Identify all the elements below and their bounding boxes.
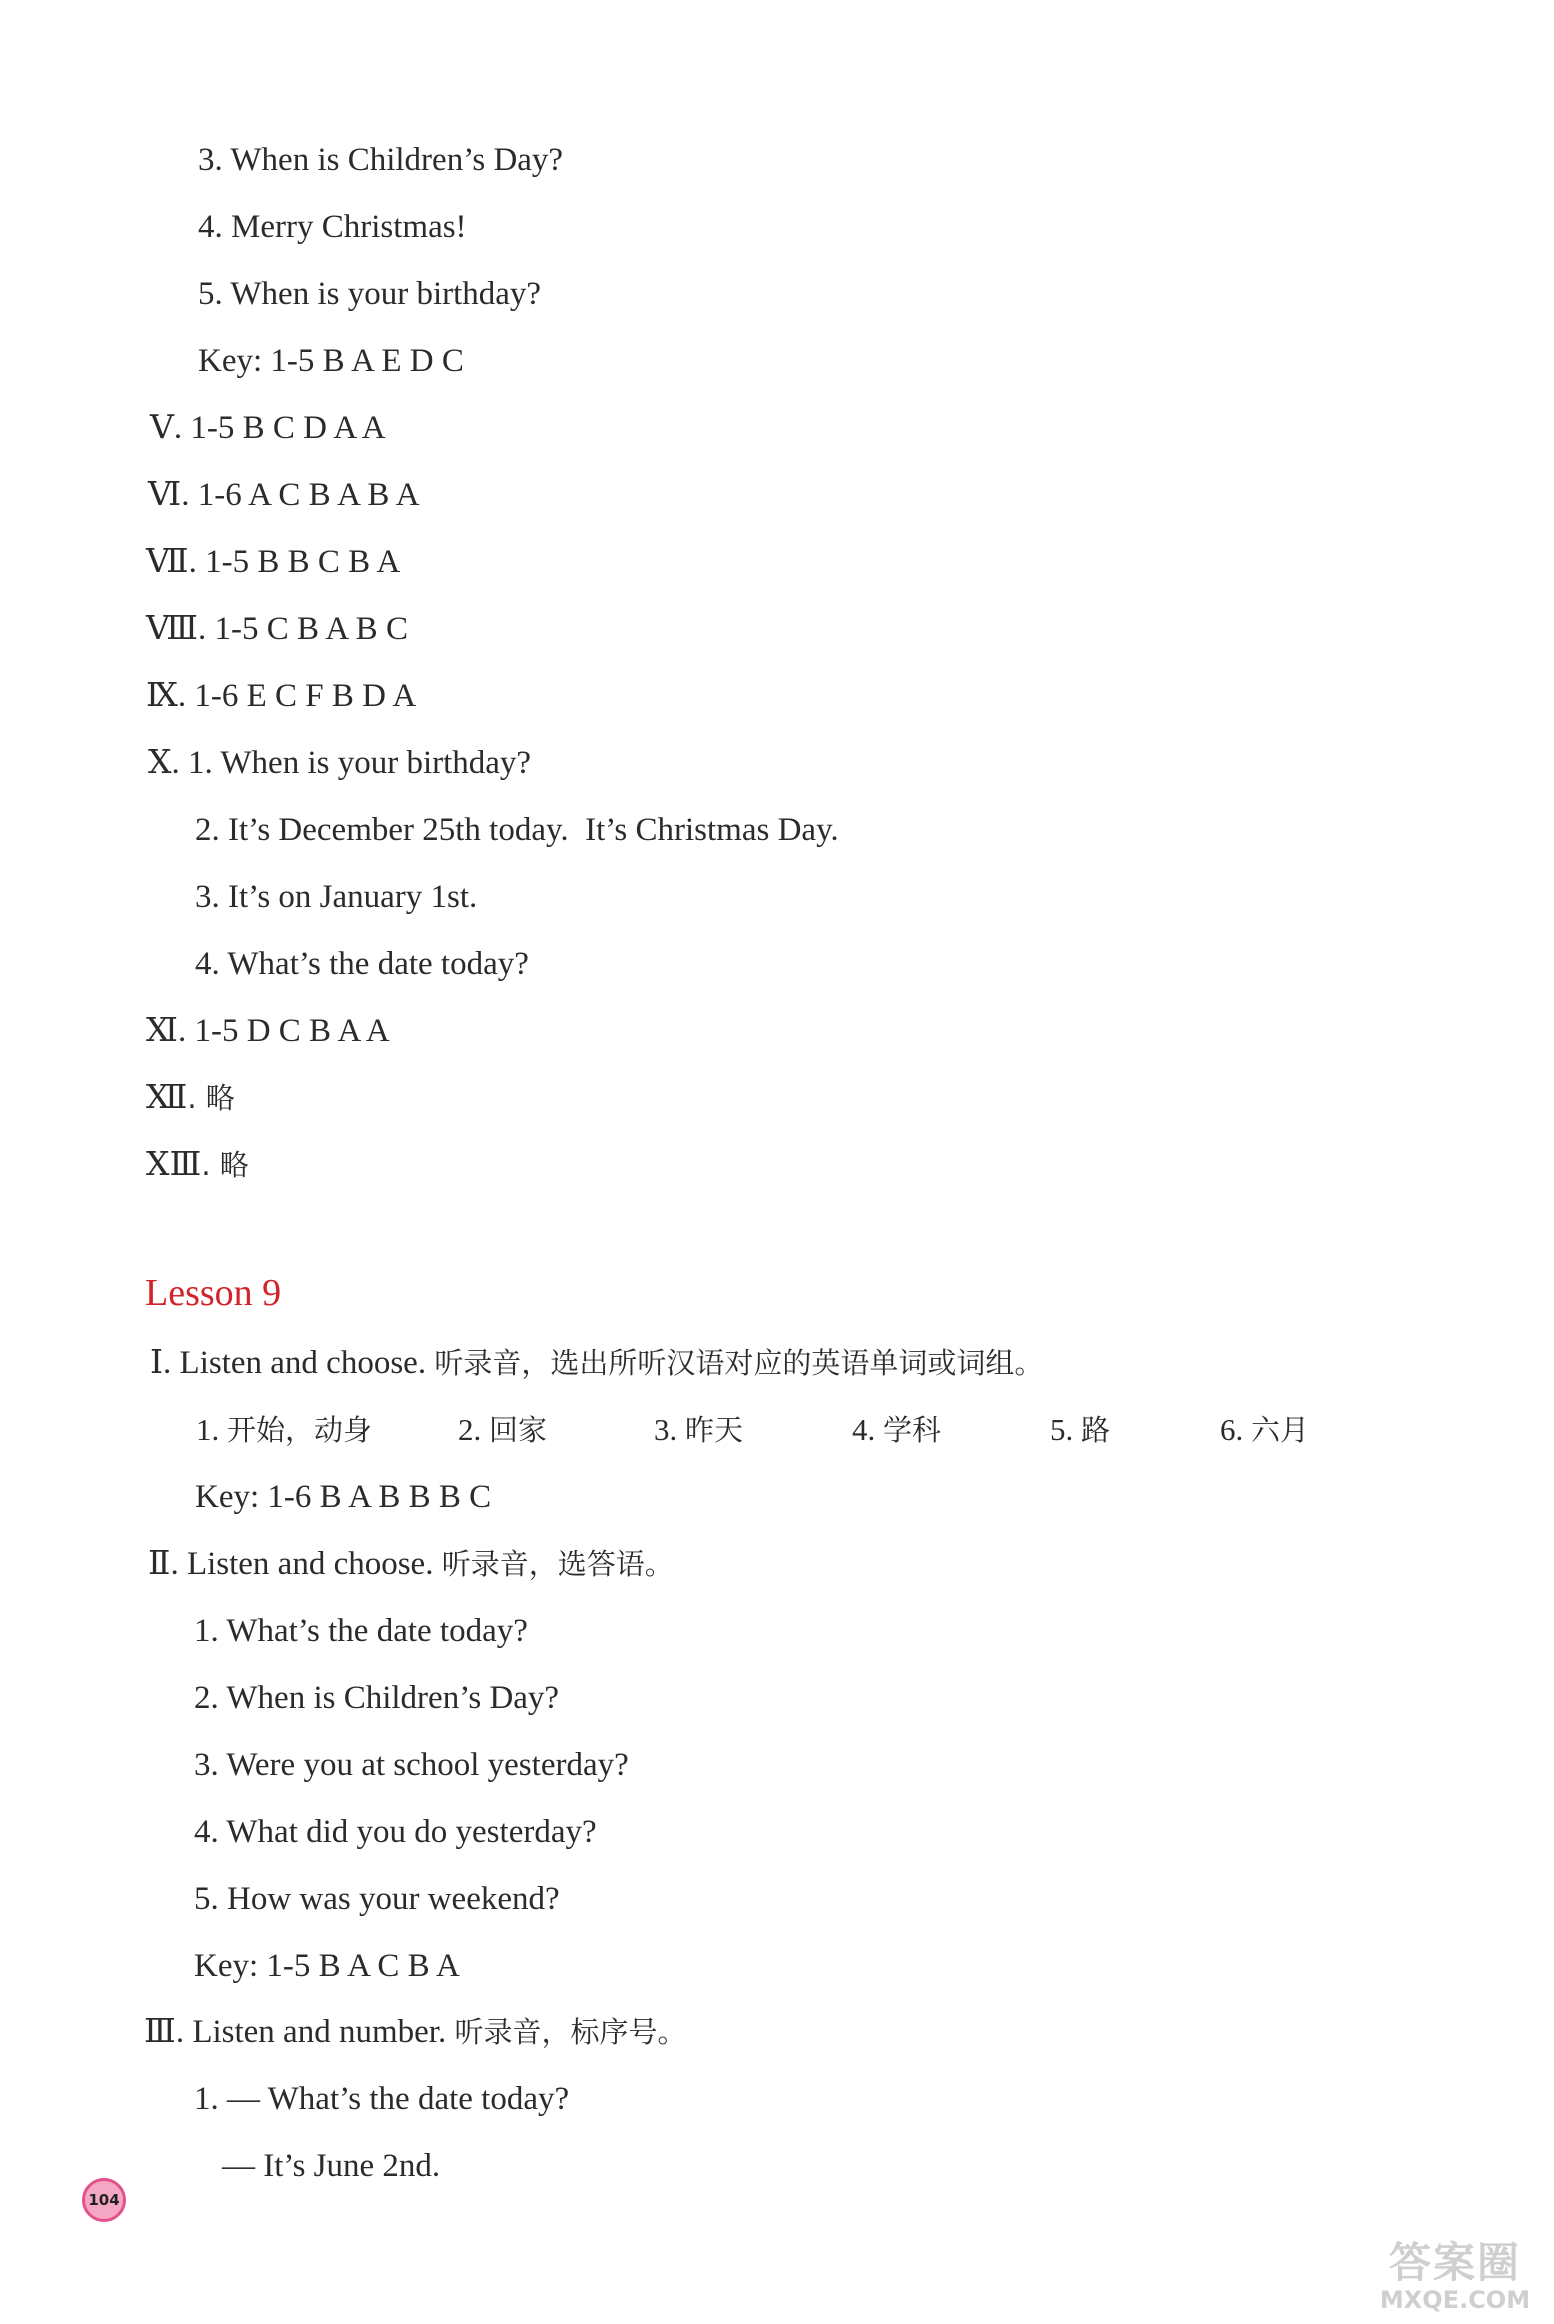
roman-numeral: Ⅻ	[146, 1080, 188, 1116]
answer-line-vi	[148, 475, 420, 515]
vocab-number: 4.	[852, 1412, 883, 1447]
section-text: . Listen and number.	[175, 2014, 455, 2050]
answer-text: . 1-5 C B A B C	[197, 611, 408, 647]
answer-text: . 1-5 B C D A A	[173, 410, 386, 446]
vocab-word: 六月	[1251, 1413, 1310, 1447]
question-line: 2. It’s December 25th today. It’s Christmas Day.	[195, 812, 839, 848]
answer-text: . 1-5 D C B A A	[177, 1013, 390, 1049]
vocab-word: 昨天	[685, 1413, 744, 1447]
roman-numeral: Ⅸ	[146, 678, 178, 714]
answer-line-vii	[146, 542, 400, 582]
answer-text: . 1-6 E C F B D A	[177, 678, 417, 714]
dialogue-line: — It’s June 2nd.	[222, 2148, 441, 2184]
section-heading-iii	[144, 2012, 686, 2052]
answer-line-x	[148, 743, 531, 783]
roman-numeral: Ⅱ	[148, 1546, 171, 1582]
watermark-logo: 答案圈	[1388, 2238, 1521, 2287]
answer-text: . 1. When is your birthday?	[171, 745, 532, 781]
question-line: 5. When is your birthday?	[198, 276, 542, 312]
lesson-title: Lesson 9	[145, 1272, 282, 1314]
page-number: 104	[88, 2191, 120, 2209]
vocab-number: 6.	[1220, 1412, 1251, 1447]
vocab-item	[196, 1410, 372, 1450]
section-text: . Listen and choose.	[163, 1345, 435, 1381]
question-line: 1. What’s the date today?	[194, 1613, 528, 1649]
vocab-item	[852, 1410, 941, 1450]
section-instruction-cn: 听录音，选出所听汉语对应的英语单词或词组。	[434, 1346, 1044, 1380]
answer-line-xi	[146, 1011, 390, 1051]
vocab-word: 路	[1081, 1413, 1111, 1447]
question-line: 3. It’s on January 1st.	[195, 879, 478, 915]
answer-key: Key: 1-5 B A E D C	[198, 343, 464, 379]
page-number-badge	[82, 2178, 126, 2222]
question-line: 4. What’s the date today?	[195, 946, 529, 982]
vocab-number: 1.	[196, 1412, 227, 1447]
vocab-word: 开始，动身	[227, 1413, 373, 1447]
vocab-item	[1050, 1410, 1110, 1450]
roman-numeral: ⅩⅢ	[146, 1147, 202, 1183]
question-line: 3. When is Children’s Day?	[198, 142, 564, 178]
vocab-number: 5.	[1050, 1412, 1081, 1447]
vocab-word: 学科	[883, 1413, 942, 1447]
watermark-url: MXQE.COM	[1379, 2286, 1531, 2314]
answer-line-ix	[146, 676, 416, 716]
vocab-item	[1220, 1410, 1309, 1450]
vocab-number: 2.	[458, 1412, 489, 1447]
section-instruction-cn: 听录音，标序号。	[454, 2015, 687, 2049]
section-text: . Listen and choose.	[170, 1546, 442, 1582]
roman-numeral: Ⅴ	[150, 410, 174, 446]
question-line: 4. What did you do yesterday?	[194, 1814, 597, 1850]
vocab-word: 回家	[489, 1413, 548, 1447]
answer-text: . 略	[201, 1148, 249, 1182]
roman-numeral: Ⅲ	[144, 2014, 176, 2050]
answer-text: . 1-5 B B C B A	[188, 544, 401, 580]
section-heading-ii	[148, 1544, 674, 1584]
watermark	[1370, 2240, 1540, 2320]
roman-numeral: Ⅷ	[146, 611, 198, 647]
answer-line-xii	[146, 1078, 235, 1118]
answer-line-viii	[146, 609, 408, 649]
section-heading-i	[150, 1343, 1043, 1383]
answer-text: . 1-6 A C B A B A	[181, 477, 420, 513]
vocab-number: 3.	[654, 1412, 685, 1447]
answer-key: Key: 1-5 B A C B A	[194, 1948, 460, 1984]
section-instruction-cn: 听录音，选答语。	[441, 1547, 674, 1581]
question-line: 4. Merry Christmas!	[198, 209, 467, 245]
roman-numeral: Ⅹ	[148, 745, 172, 781]
answer-key: Key: 1-6 B A B B B C	[195, 1479, 492, 1515]
vocab-row	[0, 1410, 1554, 1450]
roman-numeral: Ⅰ	[150, 1345, 164, 1381]
roman-numeral: Ⅺ	[146, 1013, 178, 1049]
dialogue-line: 1. — What’s the date today?	[194, 2081, 570, 2117]
roman-numeral: Ⅵ	[148, 477, 182, 513]
vocab-item	[654, 1410, 743, 1450]
question-line: 3. Were you at school yesterday?	[194, 1747, 629, 1783]
question-line: 5. How was your weekend?	[194, 1881, 560, 1917]
answer-line-v	[150, 408, 386, 448]
question-line: 2. When is Children’s Day?	[194, 1680, 560, 1716]
answer-text: . 略	[187, 1081, 235, 1115]
answer-line-xiii	[146, 1145, 249, 1185]
vocab-item	[458, 1410, 547, 1450]
roman-numeral: Ⅶ	[146, 544, 189, 580]
